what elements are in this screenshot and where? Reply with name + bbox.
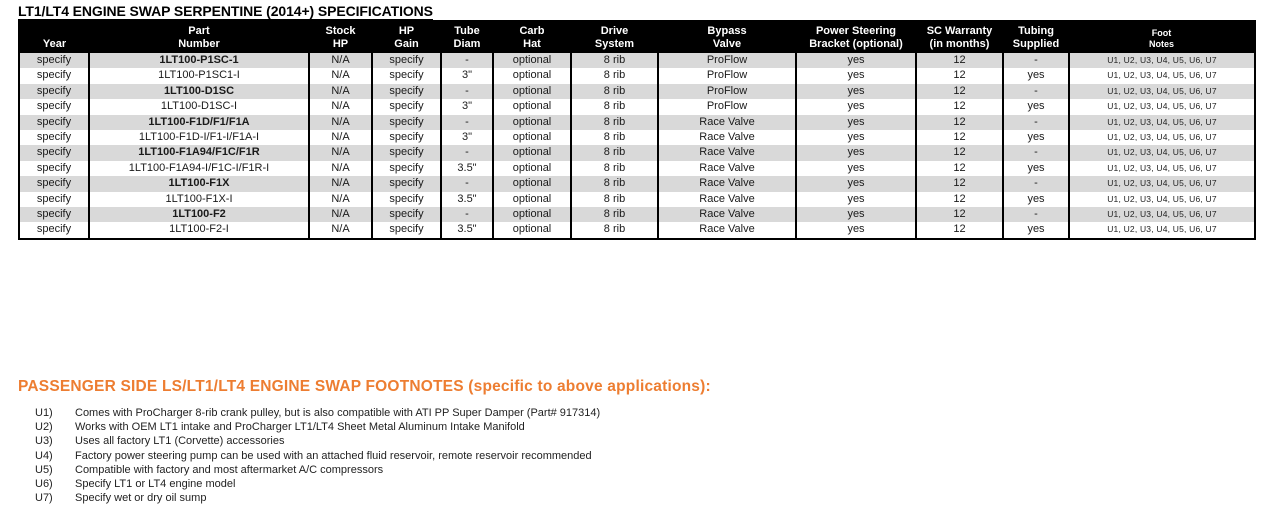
footnotes-heading: PASSENGER SIDE LS/LT1/LT4 ENGINE SWAP FOOTNOTES (specific to above applications): (18, 378, 711, 395)
column-header-line1: HP (398, 25, 415, 37)
cell-tubing-supplied: yes (1003, 161, 1069, 176)
cell-hp-gain: specify (372, 84, 441, 99)
cell-year: specify (36, 192, 72, 205)
cell-foot-notes: U1, U2, U3, U4, U5, U6, U7 (1069, 130, 1255, 145)
cell-tubing-supplied: yes (1003, 99, 1069, 114)
cell-sc-warranty: 12 (916, 161, 1003, 176)
cell-hp-gain: specify (372, 53, 441, 68)
cell-hp-gain: specify (372, 176, 441, 191)
cell-power-steering-bracket: yes (796, 130, 916, 145)
cell-hp-gain: specify (372, 207, 441, 222)
cell-year: specify (36, 161, 72, 174)
column-header-line1: Tube (454, 25, 480, 37)
cell-power-steering-bracket: yes (796, 207, 916, 222)
cell-hp-gain: specify (372, 68, 441, 83)
cell-hp-gain: specify (372, 145, 441, 160)
column-header-foot-notes (1069, 21, 1255, 53)
cell-bypass-valve: ProFlow (658, 53, 796, 68)
cell-tube-diam: - (441, 115, 493, 130)
cell-stock-hp: N/A (309, 161, 372, 176)
cell-drive-system: 8 rib (571, 84, 658, 99)
header-row (19, 21, 1255, 53)
cell-drive-system: 8 rib (571, 161, 658, 176)
cell-carb-hat: optional (493, 115, 571, 130)
table-row (19, 192, 1255, 207)
cell-year: specify (19, 207, 89, 222)
cell-power-steering-bracket: yes (796, 222, 916, 238)
column-header-line2: Supplied (1012, 38, 1060, 50)
cell-drive-system: 8 rib (571, 115, 658, 130)
cell-foot-notes: U1, U2, U3, U4, U5, U6, U7 (1069, 207, 1255, 222)
cell-power-steering-bracket: yes (796, 145, 916, 160)
cell-power-steering-bracket: yes (796, 84, 916, 99)
cell-drive-system: 8 rib (571, 176, 658, 191)
column-header-line1: Power Steering (815, 25, 897, 37)
column-header-line2: Notes (1148, 39, 1174, 49)
cell-hp-gain: specify (372, 115, 441, 130)
spec-table-body (19, 53, 1255, 239)
table-row (19, 84, 1255, 99)
cell-tube-diam: 3" (441, 68, 493, 83)
cell-part-number: 1LT100-F1A94/F1C/F1R (89, 145, 309, 160)
cell-power-steering-bracket: yes (796, 115, 916, 130)
cell-tube-diam: 3" (441, 130, 493, 145)
cell-year: specify (36, 100, 72, 113)
cell-drive-system: 8 rib (571, 130, 658, 145)
footnote-item (35, 449, 1135, 463)
footnote-label: U6) (35, 478, 53, 491)
cell-power-steering-bracket: yes (796, 161, 916, 176)
cell-drive-system: 8 rib (571, 145, 658, 160)
column-header-tube-diam (441, 21, 493, 53)
cell-sc-warranty: 12 (916, 130, 1003, 145)
column-header-line1: Tubing (1018, 25, 1054, 37)
cell-part-number: 1LT100-F1A94-I/F1C-I/F1R-I (89, 161, 309, 176)
cell-carb-hat: optional (493, 99, 571, 114)
column-header-line2: (in months) (929, 38, 990, 50)
cell-part-number: 1LT100-F1D-I/F1-I/F1A-I (89, 130, 309, 145)
cell-part-number: 1LT100-D1SC (89, 84, 309, 99)
cell-tube-diam: - (441, 53, 493, 68)
cell-tubing-supplied: - (1003, 84, 1069, 99)
cell-sc-warranty: 12 (916, 145, 1003, 160)
cell-drive-system: 8 rib (571, 207, 658, 222)
column-header-line1: Stock (325, 25, 356, 37)
cell-power-steering-bracket: yes (796, 176, 916, 191)
table-row (19, 53, 1255, 68)
cell-tubing-supplied: - (1003, 53, 1069, 68)
footnote-label: U1) (35, 407, 53, 419)
cell-foot-notes: U1, U2, U3, U4, U5, U6, U7 (1069, 176, 1255, 191)
column-header-bypass-valve (658, 21, 796, 53)
column-header-line2: Bracket (optional) (809, 38, 903, 50)
cell-year: specify (19, 115, 89, 130)
cell-bypass-valve: Race Valve (658, 115, 796, 130)
cell-foot-notes: U1, U2, U3, U4, U5, U6, U7 (1069, 222, 1255, 238)
column-header-line1: Foot (1151, 28, 1172, 38)
column-header-stock-hp (309, 21, 372, 53)
cell-bypass-valve: ProFlow (658, 84, 796, 99)
footnote-text: Compatible with factory and most aftermarket A/C compressors (75, 463, 384, 476)
footnote-item (35, 477, 1135, 491)
cell-drive-system: 8 rib (571, 68, 658, 83)
column-header-tubing-supplied (1003, 21, 1069, 53)
cell-carb-hat: optional (493, 84, 571, 99)
cell-part-number: 1LT100-P1SC1-I (89, 68, 309, 83)
column-header-line2: HP (332, 38, 349, 50)
cell-stock-hp: N/A (309, 145, 372, 160)
column-header-year (19, 21, 89, 53)
cell-tube-diam: - (441, 145, 493, 160)
cell-year: specify (19, 145, 89, 160)
column-header-part-number (89, 21, 309, 53)
cell-sc-warranty: 12 (916, 115, 1003, 130)
cell-hp-gain: specify (372, 192, 441, 207)
cell-stock-hp: N/A (309, 176, 372, 191)
page-title-text: LT1/LT4 ENGINE SWAP SERPENTINE (2014+) SPECIFICATIONS (18, 3, 433, 19)
cell-tube-diam: - (441, 84, 493, 99)
column-header-line1: SC Warranty (926, 25, 993, 37)
cell-drive-system: 8 rib (571, 192, 658, 207)
cell-power-steering-bracket: yes (796, 68, 916, 83)
footnote-text: Specify wet or dry oil sump (75, 492, 207, 505)
footnote-label: U4) (35, 449, 53, 462)
column-header-line2: Valve (712, 38, 742, 50)
cell-power-steering-bracket: yes (796, 53, 916, 68)
footnote-item (35, 463, 1135, 477)
cell-tubing-supplied: - (1003, 145, 1069, 160)
table-row (19, 176, 1255, 191)
cell-hp-gain: specify (372, 99, 441, 114)
cell-carb-hat: optional (493, 207, 571, 222)
column-header-line1: Carb (519, 25, 545, 37)
cell-bypass-valve: Race Valve (658, 161, 796, 176)
footnote-item (35, 434, 1135, 448)
cell-part-number: 1LT100-F1X-I (89, 192, 309, 207)
cell-tubing-supplied: - (1003, 207, 1069, 222)
cell-sc-warranty: 12 (916, 222, 1003, 238)
cell-foot-notes: U1, U2, U3, U4, U5, U6, U7 (1069, 145, 1255, 160)
column-header-line2: System (594, 38, 635, 50)
page-title (18, 3, 433, 21)
cell-hp-gain: specify (372, 161, 441, 176)
column-header-line2: Hat (523, 38, 541, 50)
table-row (19, 99, 1255, 114)
column-header-line2: Diam (453, 38, 481, 50)
cell-carb-hat: optional (493, 68, 571, 83)
cell-carb-hat: optional (493, 176, 571, 191)
cell-foot-notes: U1, U2, U3, U4, U5, U6, U7 (1069, 99, 1255, 114)
cell-sc-warranty: 12 (916, 84, 1003, 99)
cell-year: specify (19, 53, 89, 68)
cell-stock-hp: N/A (309, 222, 372, 238)
cell-power-steering-bracket: yes (796, 99, 916, 114)
cell-tubing-supplied: yes (1003, 130, 1069, 145)
cell-year: specify (19, 84, 89, 99)
footnote-text: Comes with ProCharger 8-rib crank pulley, but is also compatible with ATI PP Super Damper (Part# 917314) (75, 407, 601, 419)
cell-sc-warranty: 12 (916, 176, 1003, 191)
column-header-drive-system (571, 21, 658, 53)
cell-year: specify (36, 69, 72, 82)
cell-bypass-valve: Race Valve (658, 192, 796, 207)
cell-part-number: 1LT100-F1X (89, 176, 309, 191)
footnote-label: U3) (35, 435, 53, 448)
cell-carb-hat: optional (493, 222, 571, 238)
cell-tube-diam: - (441, 207, 493, 222)
cell-stock-hp: N/A (309, 84, 372, 99)
cell-carb-hat: optional (493, 53, 571, 68)
cell-power-steering-bracket: yes (796, 192, 916, 207)
cell-foot-notes: U1, U2, U3, U4, U5, U6, U7 (1069, 68, 1255, 83)
cell-stock-hp: N/A (309, 53, 372, 68)
table-row (19, 145, 1255, 160)
table-row (19, 68, 1255, 83)
cell-stock-hp: N/A (309, 68, 372, 83)
table-row (19, 222, 1255, 238)
column-header-line2: Gain (394, 38, 419, 50)
cell-tubing-supplied: yes (1003, 192, 1069, 207)
cell-tubing-supplied: - (1003, 176, 1069, 191)
cell-part-number: 1LT100-F2-I (89, 222, 309, 238)
column-header-line1: Drive (600, 25, 629, 37)
cell-tube-diam: 3.5" (441, 222, 493, 238)
cell-tube-diam: - (441, 176, 493, 191)
cell-part-number: 1LT100-F2 (89, 207, 309, 222)
cell-stock-hp: N/A (309, 130, 372, 145)
column-header-line1: Bypass (707, 25, 747, 37)
cell-bypass-valve: Race Valve (658, 130, 796, 145)
cell-stock-hp: N/A (309, 207, 372, 222)
footnotes-list (35, 406, 1135, 505)
cell-tubing-supplied: - (1003, 115, 1069, 130)
cell-foot-notes: U1, U2, U3, U4, U5, U6, U7 (1069, 161, 1255, 176)
cell-sc-warranty: 12 (916, 192, 1003, 207)
cell-bypass-valve: Race Valve (658, 207, 796, 222)
footnote-text: Factory power steering pump can be used with an attached fluid reservoir, remote reservoir recommended (75, 449, 592, 462)
column-header-line2: Year (42, 38, 67, 50)
footnote-item (35, 491, 1135, 505)
cell-foot-notes: U1, U2, U3, U4, U5, U6, U7 (1069, 84, 1255, 99)
cell-sc-warranty: 12 (916, 99, 1003, 114)
column-header-carb-hat (493, 21, 571, 53)
footnote-label: U7) (35, 492, 53, 505)
footnote-item (35, 406, 1135, 420)
cell-sc-warranty: 12 (916, 53, 1003, 68)
cell-stock-hp: N/A (309, 99, 372, 114)
footnote-text: Uses all factory LT1 (Corvette) accessories (75, 435, 285, 448)
footnote-label: U2) (35, 421, 53, 434)
cell-carb-hat: optional (493, 192, 571, 207)
cell-sc-warranty: 12 (916, 68, 1003, 83)
cell-bypass-valve: ProFlow (658, 99, 796, 114)
cell-foot-notes: U1, U2, U3, U4, U5, U6, U7 (1069, 115, 1255, 130)
cell-stock-hp: N/A (309, 192, 372, 207)
footnote-text: Works with OEM LT1 intake and ProCharger LT1/LT4 Sheet Metal Aluminum Intake Manifold (75, 421, 525, 434)
cell-stock-hp: N/A (309, 115, 372, 130)
cell-drive-system: 8 rib (571, 222, 658, 238)
table-row (19, 161, 1255, 176)
footnote-label: U5) (35, 463, 53, 476)
cell-foot-notes: U1, U2, U3, U4, U5, U6, U7 (1069, 53, 1255, 68)
cell-tube-diam: 3" (441, 99, 493, 114)
footnote-item (35, 420, 1135, 434)
spec-table (18, 20, 1256, 240)
cell-tubing-supplied: yes (1003, 222, 1069, 238)
cell-carb-hat: optional (493, 161, 571, 176)
cell-carb-hat: optional (493, 130, 571, 145)
table-row (19, 130, 1255, 145)
cell-hp-gain: specify (372, 222, 441, 238)
column-header-line1: Part (188, 25, 210, 37)
cell-tube-diam: 3.5" (441, 161, 493, 176)
cell-sc-warranty: 12 (916, 207, 1003, 222)
cell-foot-notes: U1, U2, U3, U4, U5, U6, U7 (1069, 192, 1255, 207)
cell-part-number: 1LT100-F1D/F1/F1A (89, 115, 309, 130)
column-header-hp-gain (372, 21, 441, 53)
spec-table-head (19, 21, 1255, 53)
cell-bypass-valve: ProFlow (658, 68, 796, 83)
cell-tube-diam: 3.5" (441, 192, 493, 207)
cell-part-number: 1LT100-D1SC-I (89, 99, 309, 114)
column-header-line2: Number (178, 38, 220, 50)
cell-drive-system: 8 rib (571, 99, 658, 114)
column-header-sc-warranty (916, 21, 1003, 53)
cell-bypass-valve: Race Valve (658, 222, 796, 238)
column-header-power-steering-bracket (796, 21, 916, 53)
cell-year: specify (36, 131, 72, 144)
cell-hp-gain: specify (372, 130, 441, 145)
table-row (19, 207, 1255, 222)
cell-year: specify (19, 176, 89, 191)
cell-bypass-valve: Race Valve (658, 145, 796, 160)
footnote-text: Specify LT1 or LT4 engine model (75, 478, 236, 491)
cell-bypass-valve: Race Valve (658, 176, 796, 191)
cell-part-number: 1LT100-P1SC-1 (89, 53, 309, 68)
cell-drive-system: 8 rib (571, 53, 658, 68)
cell-year: specify (36, 223, 72, 236)
table-row (19, 115, 1255, 130)
cell-tubing-supplied: yes (1003, 68, 1069, 83)
cell-carb-hat: optional (493, 145, 571, 160)
